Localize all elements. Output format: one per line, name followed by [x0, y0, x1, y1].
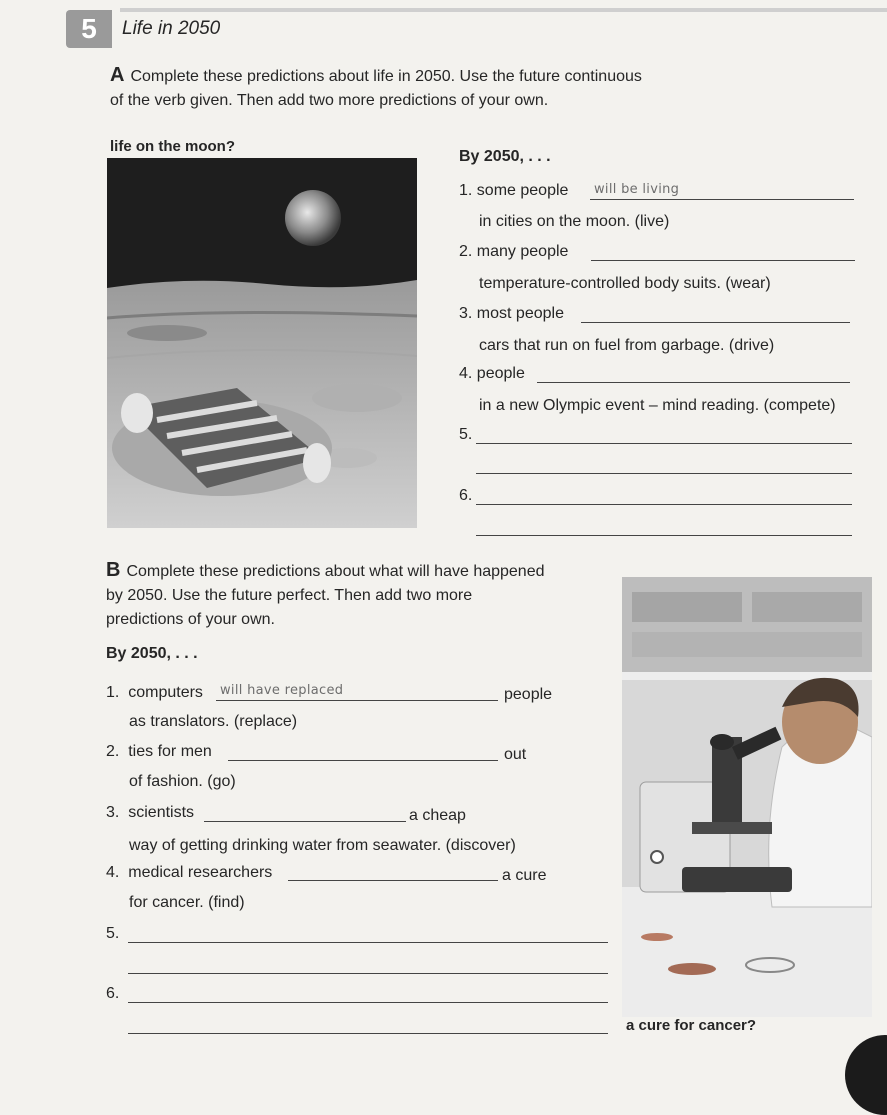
a-item-2-label: 2. many people [459, 243, 569, 260]
b-item-1-answer-blank[interactable]: will have replaced [216, 682, 498, 701]
a-item-2-continuation: temperature-controlled body suits. (wear) [479, 275, 771, 292]
a-item-4-label: 4. people [459, 365, 525, 382]
b-item-6-answer-blank-line2[interactable] [128, 1015, 608, 1034]
section-b-instruction-line3: predictions of your own. [106, 611, 275, 628]
b-item-6-answer-blank-line1[interactable] [128, 984, 608, 1003]
section-a-instruction [110, 63, 642, 113]
b-item-6-label: 6. [106, 985, 120, 1002]
a-item-3-label: 3. most people [459, 305, 564, 322]
section-b-instruction [106, 558, 545, 632]
section-b-instruction-line2: by 2050. Use the future perfect. Then add two more [106, 587, 473, 604]
b-item-3-answer-blank[interactable] [204, 803, 406, 822]
b-item-2-continuation: of fashion. (go) [129, 773, 236, 790]
top-rule [120, 8, 887, 12]
a-item-1-label: 1. some people [459, 182, 569, 199]
a-item-3-answer-blank[interactable] [581, 304, 850, 323]
a-item-1-continuation: in cities on the moon. (live) [479, 213, 670, 230]
a-item-6-answer-blank-line1[interactable] [476, 486, 852, 505]
section-b-instruction-line1: Complete these predictions about what will have happened [126, 563, 545, 580]
moon-image-caption: life on the moon? [110, 138, 235, 155]
b-item-3-after: a cheap [409, 807, 466, 824]
page-corner-decoration [845, 1035, 887, 1115]
b-item-1-after: people [504, 686, 553, 703]
a-item-5-answer-blank-line2[interactable] [476, 455, 852, 474]
b-item-4-label: 4. medical researchers [106, 864, 273, 881]
a-item-5-label: 5. [459, 426, 473, 443]
section-a-instruction-line2: of the verb given. Then add two more predictions of your own. [110, 92, 549, 109]
section-b-by-heading: By 2050, . . . [106, 645, 198, 662]
section-a-instruction-line1: Complete these predictions about life in 2050. Use the future continuous [130, 68, 642, 85]
moon-base-photo [107, 158, 417, 528]
b-item-1-label: 1. computers [106, 684, 203, 701]
a-item-5-answer-blank-line1[interactable] [476, 425, 852, 444]
b-item-2-answer-blank[interactable] [228, 742, 498, 761]
b-item-5-label: 5. [106, 925, 120, 942]
a-item-4-continuation: in a new Olympic event – mind reading. (compete) [479, 397, 836, 414]
b-item-3-label: 3. scientists [106, 804, 195, 821]
b-item-2-label: 2. ties for men [106, 743, 212, 760]
unit-number-badge: 5 [66, 10, 112, 48]
a-item-3-continuation: cars that run on fuel from garbage. (drive) [479, 337, 775, 354]
a-item-6-answer-blank-line2[interactable] [476, 517, 852, 536]
b-item-4-after: a cure [502, 867, 547, 884]
b-item-4-continuation: for cancer. (find) [129, 894, 245, 911]
a-item-1-answer-blank[interactable]: will be living [590, 181, 854, 200]
b-item-3-continuation: way of getting drinking water from seawater. (discover) [129, 837, 516, 854]
section-a-by-heading: By 2050, . . . [459, 148, 551, 165]
b-item-2-after: out [504, 746, 527, 763]
a-item-4-answer-blank[interactable] [537, 364, 850, 383]
b-item-4-answer-blank[interactable] [288, 862, 498, 881]
a-item-6-label: 6. [459, 487, 473, 504]
b-item-5-answer-blank-line2[interactable] [128, 955, 608, 974]
unit-title: Life in 2050 [122, 18, 221, 39]
scientist-microscope-photo [622, 577, 872, 1017]
b-item-1-continuation: as translators. (replace) [129, 713, 298, 730]
lab-image-caption: a cure for cancer? [626, 1017, 757, 1034]
b-item-5-answer-blank-line1[interactable] [128, 924, 608, 943]
section-a-letter: A [110, 64, 125, 86]
a-item-2-answer-blank[interactable] [591, 242, 855, 261]
section-b-letter: B [106, 559, 121, 581]
